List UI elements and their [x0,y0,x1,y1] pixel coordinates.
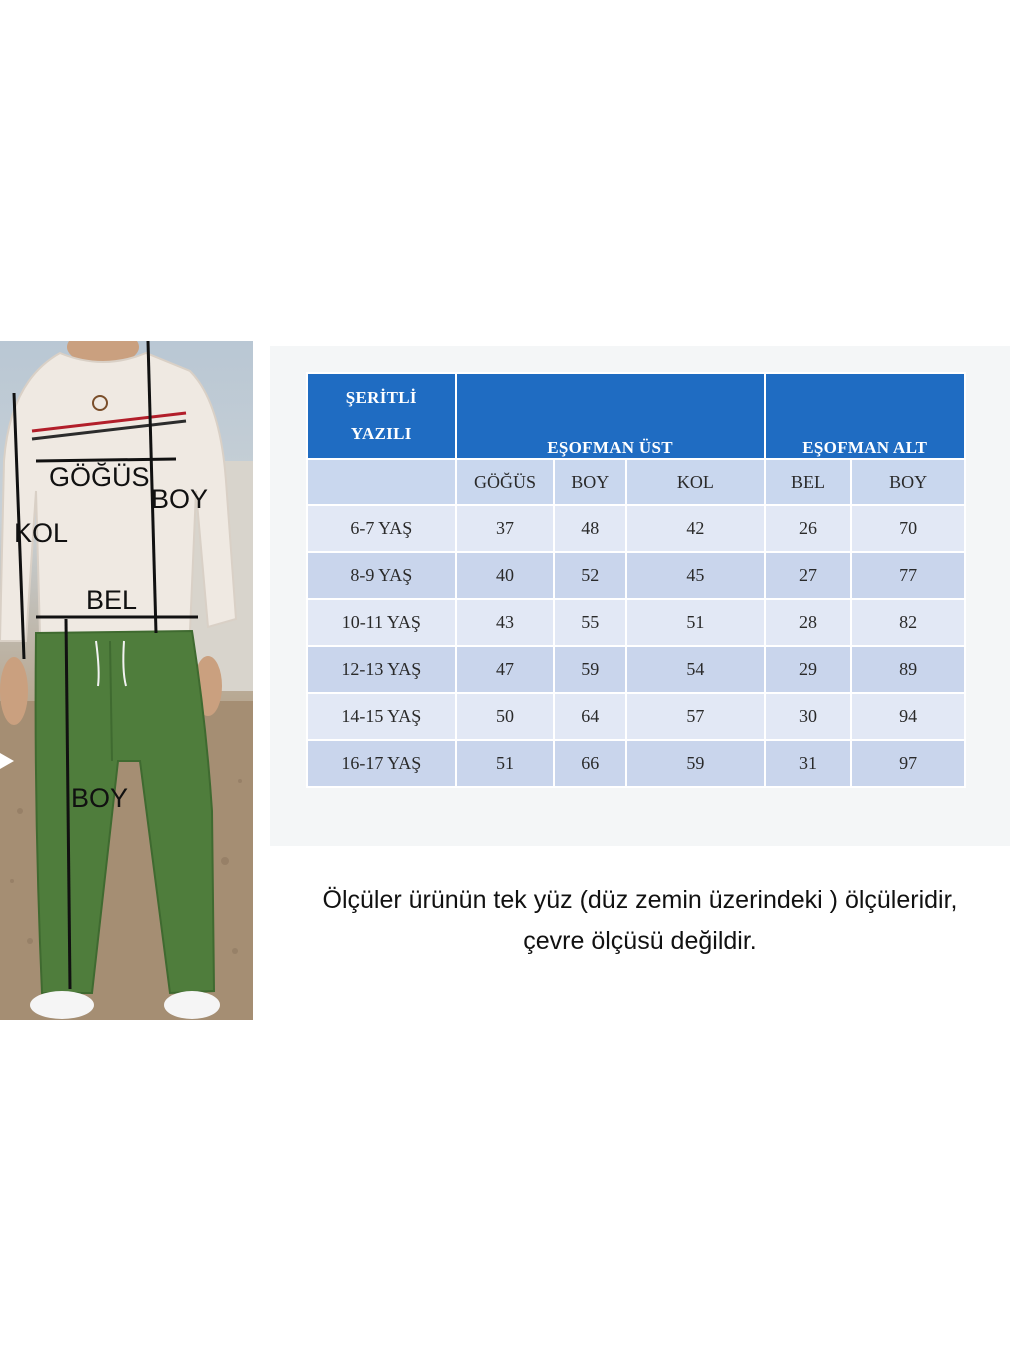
left-hand [0,657,28,725]
size-cell: 16-17 YAŞ [307,740,456,787]
table-row [307,693,965,740]
model-illustration [0,341,253,1020]
size-cell: 8-9 YAŞ [307,552,456,599]
label-sleeve: KOL [14,518,69,548]
table-header-row [307,373,965,459]
note-line2: çevre ölçüsü değildir. [523,927,757,955]
value-cell: 50 [456,693,555,740]
table-title-cell [307,373,456,459]
table-title-line2: YAZILI [350,424,412,443]
left-shoe [30,991,94,1019]
value-cell: 51 [626,599,764,646]
table-row [307,740,965,787]
chest-line [36,459,176,461]
value-cell: 77 [851,552,965,599]
value-cell: 28 [765,599,852,646]
value-cell: 40 [456,552,555,599]
column-header: BOY [851,459,965,505]
column-header-row [307,459,965,505]
table-row [307,646,965,693]
product-photo [0,341,253,1020]
value-cell: 55 [554,599,626,646]
table-row [307,552,965,599]
column-header: KOL [626,459,764,505]
group-header-top: EŞOFMAN ÜST [456,373,765,459]
size-cell: 10-11 YAŞ [307,599,456,646]
label-waist: BEL [86,585,138,615]
note-line1: Ölçüler ürünün tek yüz (düz zemin üzerindeki ) ölçüleridir, [322,886,958,914]
value-cell: 59 [554,646,626,693]
value-cell: 59 [626,740,764,787]
size-cell: 6-7 YAŞ [307,505,456,552]
column-header-empty [307,459,456,505]
value-cell: 82 [851,599,965,646]
value-cell: 48 [554,505,626,552]
value-cell: 42 [626,505,764,552]
size-cell: 14-15 YAŞ [307,693,456,740]
value-cell: 37 [456,505,555,552]
value-cell: 52 [554,552,626,599]
value-cell: 43 [456,599,555,646]
column-header: BEL [765,459,852,505]
value-cell: 57 [626,693,764,740]
value-cell: 30 [765,693,852,740]
value-cell: 27 [765,552,852,599]
value-cell: 97 [851,740,965,787]
label-top-length: BOY [151,484,209,514]
group-header-bottom: EŞOFMAN ALT [765,373,965,459]
column-header: GÖĞÜS [456,459,555,505]
value-cell: 64 [554,693,626,740]
label-pants-length: BOY [71,783,129,813]
label-chest: GÖĞÜS [49,462,150,492]
value-cell: 94 [851,693,965,740]
value-cell: 89 [851,646,965,693]
value-cell: 70 [851,505,965,552]
right-shoe [164,991,220,1019]
value-cell: 51 [456,740,555,787]
value-cell: 29 [765,646,852,693]
value-cell: 45 [626,552,764,599]
column-header: BOY [554,459,626,505]
value-cell: 26 [765,505,852,552]
value-cell: 54 [626,646,764,693]
value-cell: 47 [456,646,555,693]
table-title-line1: ŞERİTLİ [345,388,417,407]
measurement-note [270,880,1010,962]
table-row [307,505,965,552]
size-chart-table [306,372,966,788]
table-row [307,599,965,646]
size-cell: 12-13 YAŞ [307,646,456,693]
value-cell: 66 [554,740,626,787]
value-cell: 31 [765,740,852,787]
